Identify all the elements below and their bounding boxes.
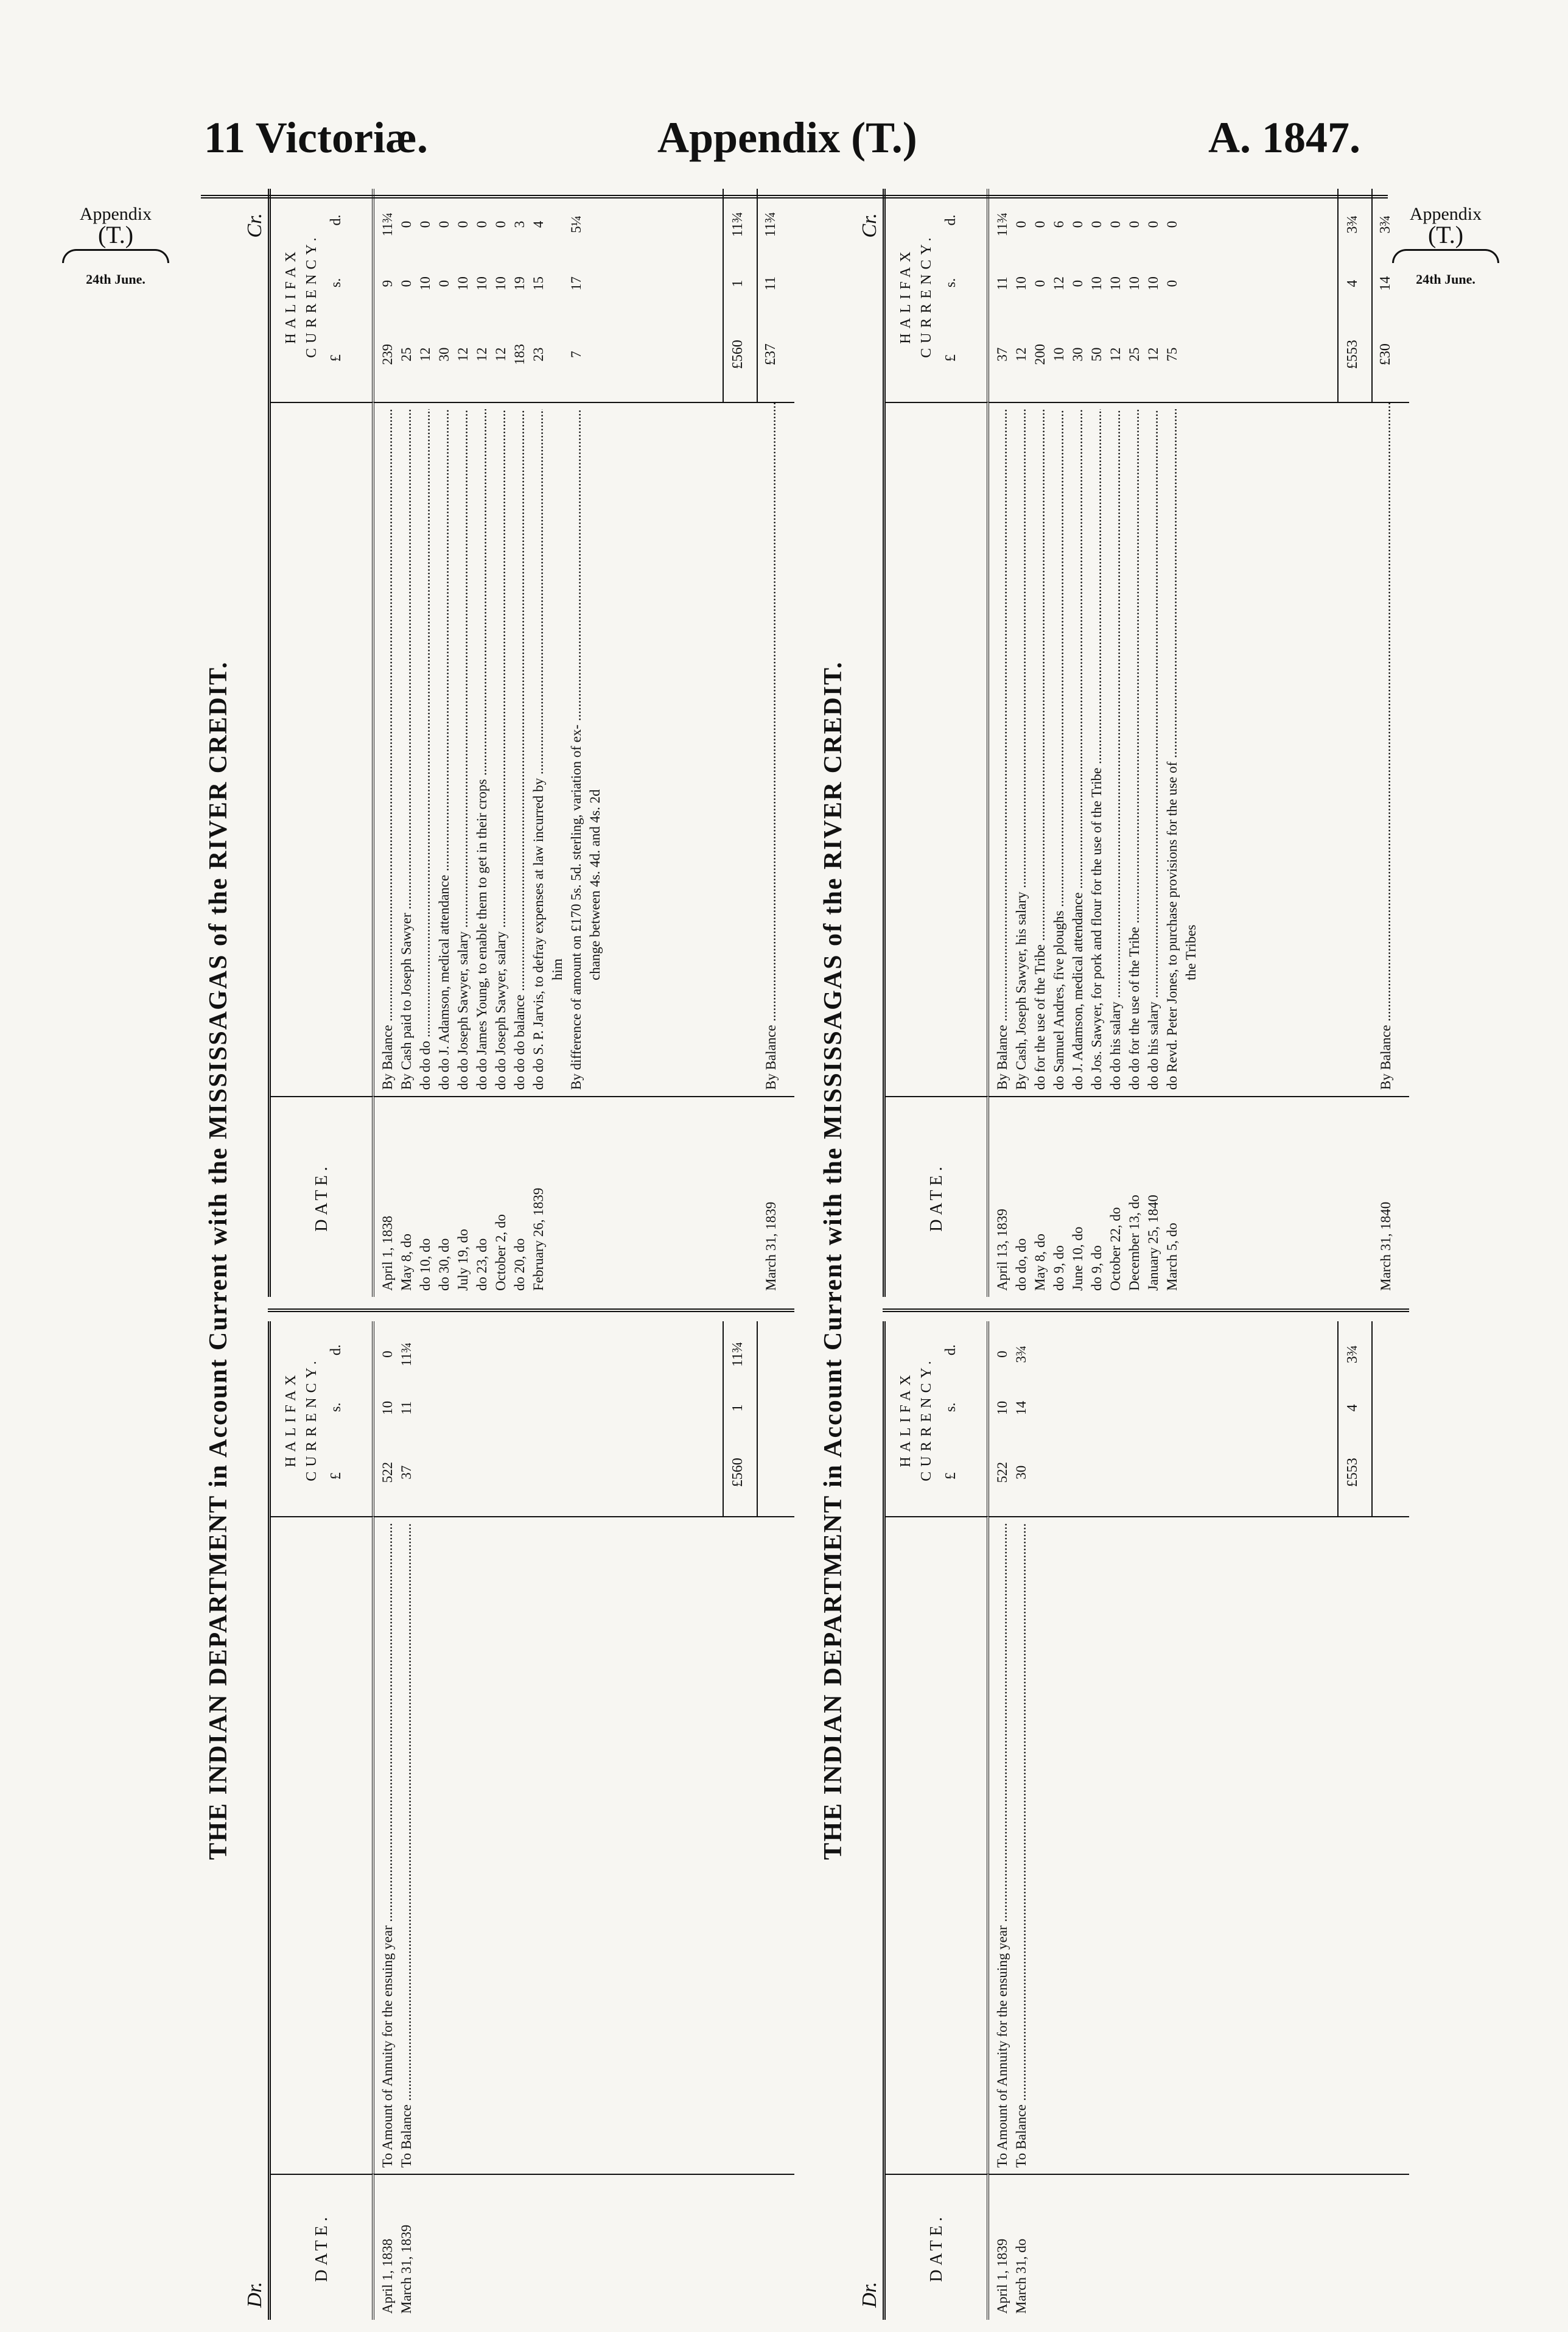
currency-column-header xyxy=(271,1321,374,1516)
entry-amount xyxy=(529,195,548,396)
particulars-column-header xyxy=(886,402,989,1096)
entry-shillings: 0 xyxy=(1032,279,1048,287)
entry-description: By difference of amount on £170 5s. 5d. sterling, variation of ex- ..... xyxy=(567,409,586,1090)
entry-date: April 1, 1838 xyxy=(380,1215,395,1291)
balance-shillings: 14 xyxy=(1377,276,1393,291)
currency-caption xyxy=(271,189,322,402)
entry-date: April 13, 1839 xyxy=(995,1209,1010,1291)
entry-pounds: 522 xyxy=(995,1462,1010,1483)
entry-description: do J. Adamson, medical attendance ..... xyxy=(1068,409,1087,1090)
entry-date: March 31, do xyxy=(1013,2238,1029,2314)
balance-amount xyxy=(758,189,794,402)
entry-description: do do do balance ..... xyxy=(510,409,529,1090)
entry-shillings: 19 xyxy=(512,276,527,291)
credit-marker: Cr. xyxy=(243,213,266,238)
balance-label-blank xyxy=(758,1516,794,2174)
entry-pence: 0 xyxy=(1070,220,1085,228)
entry-date: do 30, do xyxy=(436,1238,452,1291)
currency-column-header xyxy=(271,189,374,402)
margin-label: Appendix xyxy=(79,204,152,224)
entry-shillings: 10 xyxy=(1146,276,1161,291)
credit-grid xyxy=(268,189,794,1297)
entry-date: March 5, do xyxy=(1164,1223,1180,1291)
margin-label: Appendix xyxy=(1409,204,1482,224)
entry-pence: 3 xyxy=(512,220,527,228)
entry-amount xyxy=(1106,195,1125,396)
entry-pounds: 12 xyxy=(493,347,508,362)
date-column xyxy=(374,2174,723,2320)
entry-date: February 26, 1839 xyxy=(531,1187,546,1291)
entry-shillings: 10 xyxy=(1108,276,1123,291)
entry-amount xyxy=(491,195,510,396)
balance-pounds: £37 xyxy=(763,343,779,366)
balance-pence: 11¾ xyxy=(763,211,779,237)
total-pence: 11¾ xyxy=(730,211,746,237)
margin-date: 24th June. xyxy=(86,272,145,287)
currency-column-header xyxy=(886,189,989,402)
entry-description: do do Joseph Sawyer, salary ..... xyxy=(491,409,510,1090)
entry-pounds: 37 xyxy=(399,1465,414,1480)
entry-description: him xyxy=(550,958,565,980)
date-column xyxy=(989,1096,1337,1297)
currency-subheaders xyxy=(327,189,346,402)
balance-shillings: 11 xyxy=(763,276,779,291)
currency-name: HALIFAX xyxy=(898,1370,914,1467)
entry-pence: 0 xyxy=(1089,220,1104,228)
account-title: THE INDIAN DEPARTMENT in Account Current with the MISSISSAGAS of the RIVER CREDIT. xyxy=(819,661,847,1860)
total-amount xyxy=(723,1321,758,1516)
entry-pence: 5¼ xyxy=(569,216,584,233)
total-shillings: 4 xyxy=(1345,1404,1360,1412)
entry-shillings: 12 xyxy=(1051,276,1066,291)
date-column xyxy=(989,2174,1337,2320)
entry-shillings: 10 xyxy=(380,1400,395,1415)
particulars-column xyxy=(989,1516,1337,2174)
date-column-header: DATE. xyxy=(886,1096,989,1297)
entry-amount xyxy=(1163,195,1181,396)
entry-date: do 9, do xyxy=(1089,1245,1104,1291)
pounds-subheader: £ xyxy=(943,1472,959,1480)
entry-amount xyxy=(567,195,586,396)
entry-description: do do do ..... xyxy=(416,409,435,1090)
entry-pounds: 12 xyxy=(474,347,489,362)
total-amount xyxy=(1337,1321,1373,1516)
particulars-column-header xyxy=(271,402,374,1096)
totals-date-blank xyxy=(723,2174,758,2320)
amount-column xyxy=(989,189,1337,402)
entry-date: April 1, 1839 xyxy=(995,2238,1010,2314)
entry-pounds: 12 xyxy=(1146,347,1161,362)
entry-pounds: 75 xyxy=(1164,347,1180,362)
currency-caption xyxy=(271,1321,322,1516)
entry-amount xyxy=(1012,195,1031,396)
amount-column xyxy=(374,1321,723,1516)
particulars-column-header xyxy=(886,1516,989,2174)
entry-shillings: 10 xyxy=(455,276,471,291)
entry-date: do 20, do xyxy=(512,1238,527,1291)
pence-subheader: d. xyxy=(943,214,959,226)
balance-date: March 31, 1839 xyxy=(758,1096,794,1297)
balance-amount-blank xyxy=(758,1321,794,1516)
entry-pounds: 12 xyxy=(455,347,471,362)
entry-amount xyxy=(1200,195,1219,396)
entry-date: April 1, 1838 xyxy=(380,2238,395,2314)
entry-description: To Balance ..... xyxy=(397,1523,416,2168)
entry-date: June 10, do xyxy=(1070,1226,1085,1291)
entry-date: January 25, 1840 xyxy=(1146,1195,1161,1291)
amount-column xyxy=(374,189,723,402)
totals-label-blank xyxy=(723,402,758,1096)
currency-name: HALIFAX xyxy=(283,1370,299,1467)
entry-amount xyxy=(416,195,435,396)
currency-name-2: CURRENCY. xyxy=(304,1356,320,1481)
balance-description: By Balance ..... xyxy=(1373,402,1409,1096)
debit-section xyxy=(883,1321,1409,2320)
date-column-header: DATE. xyxy=(886,2174,989,2320)
entry-shillings: 17 xyxy=(569,276,584,291)
currency-name-2: CURRENCY. xyxy=(304,233,320,358)
entry-pence: 6 xyxy=(1051,220,1066,228)
entry-description: do do S. P. Jarvis, to defray expenses at law incurred by ..... xyxy=(529,409,548,1090)
entry-amount xyxy=(1012,1327,1031,1510)
total-pence: 11¾ xyxy=(730,1341,746,1367)
totals-label-blank xyxy=(723,1516,758,2174)
pounds-subheader: £ xyxy=(328,354,344,362)
entry-shillings: 10 xyxy=(1013,276,1029,291)
entry-description: do Samuel Andres, five ploughs ..... xyxy=(1049,409,1068,1090)
balance-date-blank xyxy=(758,2174,794,2320)
entry-pounds: 10 xyxy=(1051,347,1066,362)
entry-description xyxy=(1200,409,1219,1090)
totals-date-blank xyxy=(723,1096,758,1297)
particulars-column xyxy=(374,1516,723,2174)
entry-pounds: 30 xyxy=(1070,347,1085,362)
entry-pounds: 183 xyxy=(512,343,527,365)
brace-mark xyxy=(62,249,169,263)
currency-caption xyxy=(886,1321,937,1516)
credit-marker: Cr. xyxy=(858,213,881,238)
currency-subheaders xyxy=(327,1321,346,1516)
entry-pence: 0 xyxy=(380,1350,395,1358)
entry-pounds: 37 xyxy=(995,347,1010,362)
entry-shillings: 0 xyxy=(436,279,452,287)
currency-column-header xyxy=(886,1321,989,1516)
credit-section xyxy=(883,189,1409,1297)
entry-pence: 0 xyxy=(1164,220,1180,228)
balance-amount-blank xyxy=(1373,1321,1409,1516)
entry-date: May 8, do xyxy=(1032,1234,1048,1291)
page-session: 11 Victoriæ. xyxy=(204,113,428,162)
entry-date: March 31, 1839 xyxy=(399,2224,414,2314)
entry-pounds: 12 xyxy=(1013,347,1029,362)
currency-caption xyxy=(886,189,937,402)
pence-subheader: d. xyxy=(328,214,344,226)
entry-pounds: 200 xyxy=(1032,343,1048,365)
account-inner xyxy=(201,189,803,2332)
total-pounds: £560 xyxy=(730,340,746,370)
entry-pounds: 522 xyxy=(380,1462,395,1483)
entry-date: do do, do xyxy=(1013,1238,1029,1291)
total-shillings: 4 xyxy=(1345,279,1360,287)
entry-pence: 0 xyxy=(1127,220,1142,228)
entry-date xyxy=(586,1103,604,1291)
entry-description: do Jos. Sawyer, for pork and flour for the use of the Tribe ..... xyxy=(1087,409,1106,1090)
entry-amount xyxy=(993,1327,1012,1510)
entry-shillings: 0 xyxy=(399,279,414,287)
totals-label-blank xyxy=(1337,1516,1373,2174)
debit-section xyxy=(268,1321,794,2320)
entry-date: do 23, do xyxy=(474,1238,489,1291)
entry-description: By Cash, Joseph Sawyer, his salary ..... xyxy=(1012,409,1031,1090)
credit-grid xyxy=(883,189,1409,1297)
entry-date xyxy=(548,1103,567,1291)
entry-date: July 19, do xyxy=(455,1229,471,1291)
total-pence: 3¾ xyxy=(1345,1345,1360,1364)
entry-pence: 0 xyxy=(1032,220,1048,228)
center-rule xyxy=(883,1308,1409,1312)
amount-column xyxy=(989,1321,1337,1516)
entry-pence: 11¾ xyxy=(380,212,395,237)
shillings-subheader: s. xyxy=(328,278,344,288)
total-pounds: £553 xyxy=(1345,340,1360,370)
entry-pence: 0 xyxy=(418,220,433,228)
entry-pounds: 50 xyxy=(1089,347,1104,362)
entry-description: do do his salary ..... xyxy=(1106,409,1125,1090)
entry-amount xyxy=(435,195,453,396)
entry-pence: 3¾ xyxy=(1013,1345,1029,1363)
debit-marker: Dr. xyxy=(243,2281,266,2308)
entry-amount xyxy=(397,1327,416,1510)
debit-grid xyxy=(268,1321,794,2320)
date-column xyxy=(374,1096,723,1297)
entry-description: do do James Young, to enable them to get in their crops ..... xyxy=(472,409,491,1090)
entry-shillings: 0 xyxy=(1070,279,1085,287)
entry-pence: 4 xyxy=(531,220,546,228)
entry-pounds: 7 xyxy=(569,351,584,358)
entry-amount xyxy=(1181,195,1200,396)
entry-shillings: 10 xyxy=(1127,276,1142,291)
shillings-subheader: s. xyxy=(943,1402,959,1412)
entry-amount xyxy=(548,195,567,396)
balance-date-blank xyxy=(1373,2174,1409,2320)
entry-pounds: 23 xyxy=(531,347,546,362)
total-pounds: £553 xyxy=(1345,1458,1360,1487)
entry-shillings: 10 xyxy=(1089,276,1104,291)
margin-ref: (T.) xyxy=(97,221,134,248)
entry-shillings: 10 xyxy=(418,276,433,291)
entry-amount xyxy=(1087,195,1106,396)
entry-description: To Amount of Annuity for the ensuing year ..... xyxy=(378,1523,397,2168)
entry-amount xyxy=(1049,195,1068,396)
entry-description: do do Joseph Sawyer, salary ..... xyxy=(453,409,472,1090)
entry-amount xyxy=(1031,195,1049,396)
total-amount xyxy=(723,189,758,402)
shillings-subheader: s. xyxy=(943,278,959,288)
entry-date: December 13, do xyxy=(1127,1195,1142,1291)
entry-pounds: 12 xyxy=(418,347,433,362)
currency-subheaders xyxy=(942,1321,961,1516)
entry-amount xyxy=(378,195,397,396)
page-year: A. 1847. xyxy=(1208,113,1360,162)
entry-pence: 0 xyxy=(399,220,414,228)
entry-shillings: 10 xyxy=(474,276,489,291)
currency-name: HALIFAX xyxy=(898,247,914,344)
entry-date: do 10, do xyxy=(418,1238,433,1291)
pounds-subheader: £ xyxy=(943,354,959,362)
pence-subheader: d. xyxy=(943,1344,959,1356)
entry-description: the Tribes xyxy=(1183,924,1199,980)
entry-shillings: 0 xyxy=(1164,279,1180,287)
currency-subheaders xyxy=(942,189,961,402)
account-title: THE INDIAN DEPARTMENT in Account Current with the MISSISSAGAS of the RIVER CREDIT. xyxy=(205,661,233,1860)
particulars-column xyxy=(374,402,723,1096)
balance-description: By Balance ..... xyxy=(758,402,794,1096)
margin-date: 24th June. xyxy=(1416,272,1475,287)
entry-description: By Balance ..... xyxy=(378,409,397,1090)
entry-pounds: 12 xyxy=(1108,347,1123,362)
totals-date-blank xyxy=(1337,2174,1373,2320)
entry-pence: 11¾ xyxy=(995,212,1010,237)
entry-amount xyxy=(472,195,491,396)
currency-name-2: CURRENCY. xyxy=(919,1356,934,1481)
entry-date: October 22, do xyxy=(1108,1207,1123,1291)
date-column-header: DATE. xyxy=(271,1096,374,1297)
margin-note-left xyxy=(58,204,173,290)
entry-description: To Balance ..... xyxy=(1012,1523,1031,2168)
entry-amount xyxy=(1144,195,1163,396)
total-shillings: 1 xyxy=(730,279,746,287)
entry-pence: 0 xyxy=(436,220,452,228)
account-block xyxy=(201,189,803,2332)
entry-pence: 0 xyxy=(493,220,508,228)
entry-description: do do J. Adamson, medical attendance ..... xyxy=(435,409,453,1090)
total-pence: 3¾ xyxy=(1345,215,1360,234)
entry-amount xyxy=(586,195,604,396)
entry-description: change between 4s. 4d. and 4s. 2d xyxy=(587,789,603,980)
entry-description: do do his salary ..... xyxy=(1144,409,1163,1090)
entry-shillings: 14 xyxy=(1013,1400,1029,1415)
entry-description: By Cash paid to Joseph Sawyer ..... xyxy=(397,409,416,1090)
balance-date: March 31, 1840 xyxy=(1373,1096,1409,1297)
entry-description: do for the use of the Tribe ..... xyxy=(1031,409,1049,1090)
entry-pence: 0 xyxy=(1108,220,1123,228)
shillings-subheader: s. xyxy=(328,1402,344,1412)
entry-amount xyxy=(1068,195,1087,396)
debit-marker: Dr. xyxy=(858,2281,881,2308)
entry-amount xyxy=(378,1327,397,1510)
entry-amount xyxy=(510,195,529,396)
particulars-column xyxy=(989,402,1337,1096)
entry-description: To Amount of Annuity for the ensuing year ..... xyxy=(993,1523,1012,2168)
account-inner xyxy=(816,189,1418,2332)
entry-pence: 0 xyxy=(1146,220,1161,228)
entry-date xyxy=(567,1103,586,1291)
entry-shillings: 9 xyxy=(380,279,395,287)
entry-amount xyxy=(453,195,472,396)
pounds-subheader: £ xyxy=(328,1472,344,1480)
entry-description: do Revd. Peter Jones, to purchase provisions for the use of ..... xyxy=(1163,409,1181,1090)
entry-description: By Balance ..... xyxy=(993,409,1012,1090)
entry-shillings: 10 xyxy=(995,1400,1010,1415)
entry-pence: 11¾ xyxy=(399,1342,414,1366)
balance-pounds: £30 xyxy=(1377,343,1393,366)
total-shillings: 1 xyxy=(730,1404,746,1412)
pence-subheader: d. xyxy=(328,1344,344,1356)
date-column-header: DATE. xyxy=(271,2174,374,2320)
margin-ref: (T.) xyxy=(1427,221,1464,248)
entry-amount xyxy=(397,195,416,396)
entry-pence: 0 xyxy=(995,1350,1010,1358)
entry-pence: 0 xyxy=(474,220,489,228)
debit-grid xyxy=(883,1321,1409,2320)
entry-pence: 0 xyxy=(455,220,471,228)
balance-pence: 3¾ xyxy=(1377,215,1393,234)
entry-date xyxy=(1200,1103,1219,1291)
entry-shillings: 15 xyxy=(531,276,546,291)
entry-pounds: 25 xyxy=(1127,347,1142,362)
total-pounds: £560 xyxy=(730,1458,746,1487)
particulars-column-header xyxy=(271,1516,374,2174)
totals-date-blank xyxy=(1337,1096,1373,1297)
credit-section xyxy=(268,189,794,1297)
entry-pence: 0 xyxy=(1013,220,1029,228)
balance-label-blank xyxy=(1373,1516,1409,2174)
currency-name-2: CURRENCY. xyxy=(919,233,934,358)
currency-name: HALIFAX xyxy=(283,247,299,344)
entry-date: do 9, do xyxy=(1051,1245,1066,1291)
entry-amount xyxy=(993,195,1012,396)
entry-date: October 2, do xyxy=(493,1214,508,1291)
entry-pounds: 30 xyxy=(436,347,452,362)
total-amount xyxy=(1337,189,1373,402)
entry-shillings: 10 xyxy=(493,276,508,291)
entry-date: May 8, do xyxy=(399,1234,414,1291)
totals-label-blank xyxy=(1337,402,1373,1096)
balance-amount xyxy=(1373,189,1409,402)
center-rule xyxy=(268,1308,794,1312)
entry-shillings: 11 xyxy=(995,276,1010,290)
entry-pounds: 25 xyxy=(399,347,414,362)
entry-pounds: 239 xyxy=(380,343,395,365)
account-block xyxy=(816,189,1418,2332)
entry-date xyxy=(1181,1103,1200,1291)
entry-pounds: 30 xyxy=(1013,1465,1029,1480)
entry-shillings: 11 xyxy=(399,1401,414,1415)
entry-amount xyxy=(1125,195,1144,396)
page-title: Appendix (T.) xyxy=(657,113,917,162)
entry-description: do do for the use of the Tribe ..... xyxy=(1125,409,1144,1090)
